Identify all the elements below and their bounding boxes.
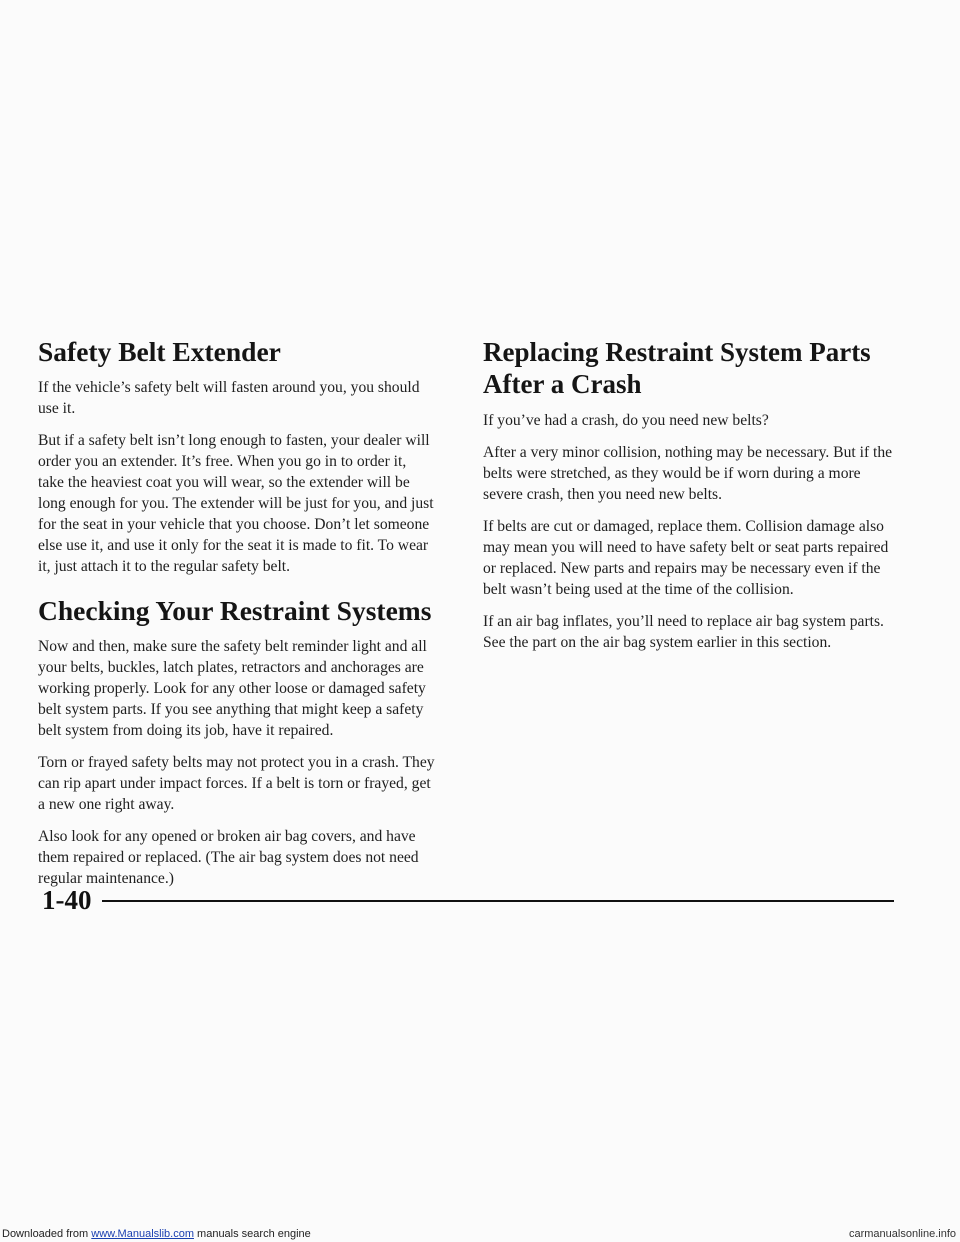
paragraph: If the vehicle’s safety belt will fasten around you, you should use it.: [38, 379, 420, 417]
section-heading-safety-belt-extender: Safety Belt Extender: [38, 336, 281, 367]
paragraph: Now and then, make sure the safety belt reminder light and all your belts, buckles, latch plates, retractors and anchorages are working properly. Look for any other loose or damaged safety belt system parts. If you see anything that might keep a safety belt system from doing its job, have it repaired.: [38, 638, 427, 739]
download-banner: [0, 1226, 960, 1242]
paragraph: Also look for any opened or broken air bag covers, and have them repaired or replaced. (The air bag system does not need regular maintenance.): [38, 828, 419, 887]
left-column: [38, 336, 436, 900]
paragraph: If belts are cut or damaged, replace them. Collision damage also may mean you will need to have safety belt or seat parts repaired or replaced. New parts and repairs may be necessary even if the belt wasn’t being used at the time of the collision.: [483, 518, 889, 598]
paragraph: But if a safety belt isn’t long enough to fasten, your dealer will order you an extender. It’s free. When you go in to order it, take the heaviest coat you will wear, so the extender will be long enough for you. The extender will be just for you, and just for the seat in your vehicle that you choose. Don’t let someone else use it, and use it only for the seat it is made to fit. To wear it, just attach it to the regular safety belt.: [38, 432, 434, 575]
section-heading-replacing-restraint-parts: Replacing Restraint System Parts After a Crash: [483, 337, 871, 399]
page-number: 1-40: [42, 885, 92, 915]
paragraph: If an air bag inflates, you’ll need to replace air bag system parts. See the part on the air bag system earlier in this section.: [483, 613, 884, 651]
right-column: [483, 336, 903, 664]
section-heading-checking-restraint-systems: Checking Your Restraint Systems: [38, 595, 432, 626]
page-footer: [42, 883, 894, 917]
watermark-text: carmanualsonline.info: [848, 1228, 956, 1240]
download-prefix: Downloaded from: [2, 1228, 92, 1240]
paragraph: After a very minor collision, nothing may be necessary. But if the belts were stretched, as they would be if worn during a more severe crash, then you need new belts.: [483, 444, 893, 503]
footer-rule: [102, 900, 894, 902]
manualslib-link[interactable]: www.Manualslib.com: [91, 1228, 194, 1240]
paragraph: Torn or frayed safety belts may not protect you in a crash. They can rip apart under impact forces. If a belt is torn or frayed, get a new one right away.: [38, 754, 435, 813]
paragraph: If you’ve had a crash, do you need new belts?: [483, 412, 769, 429]
download-suffix: manuals search engine: [193, 1228, 311, 1240]
download-source: [2, 1226, 311, 1242]
